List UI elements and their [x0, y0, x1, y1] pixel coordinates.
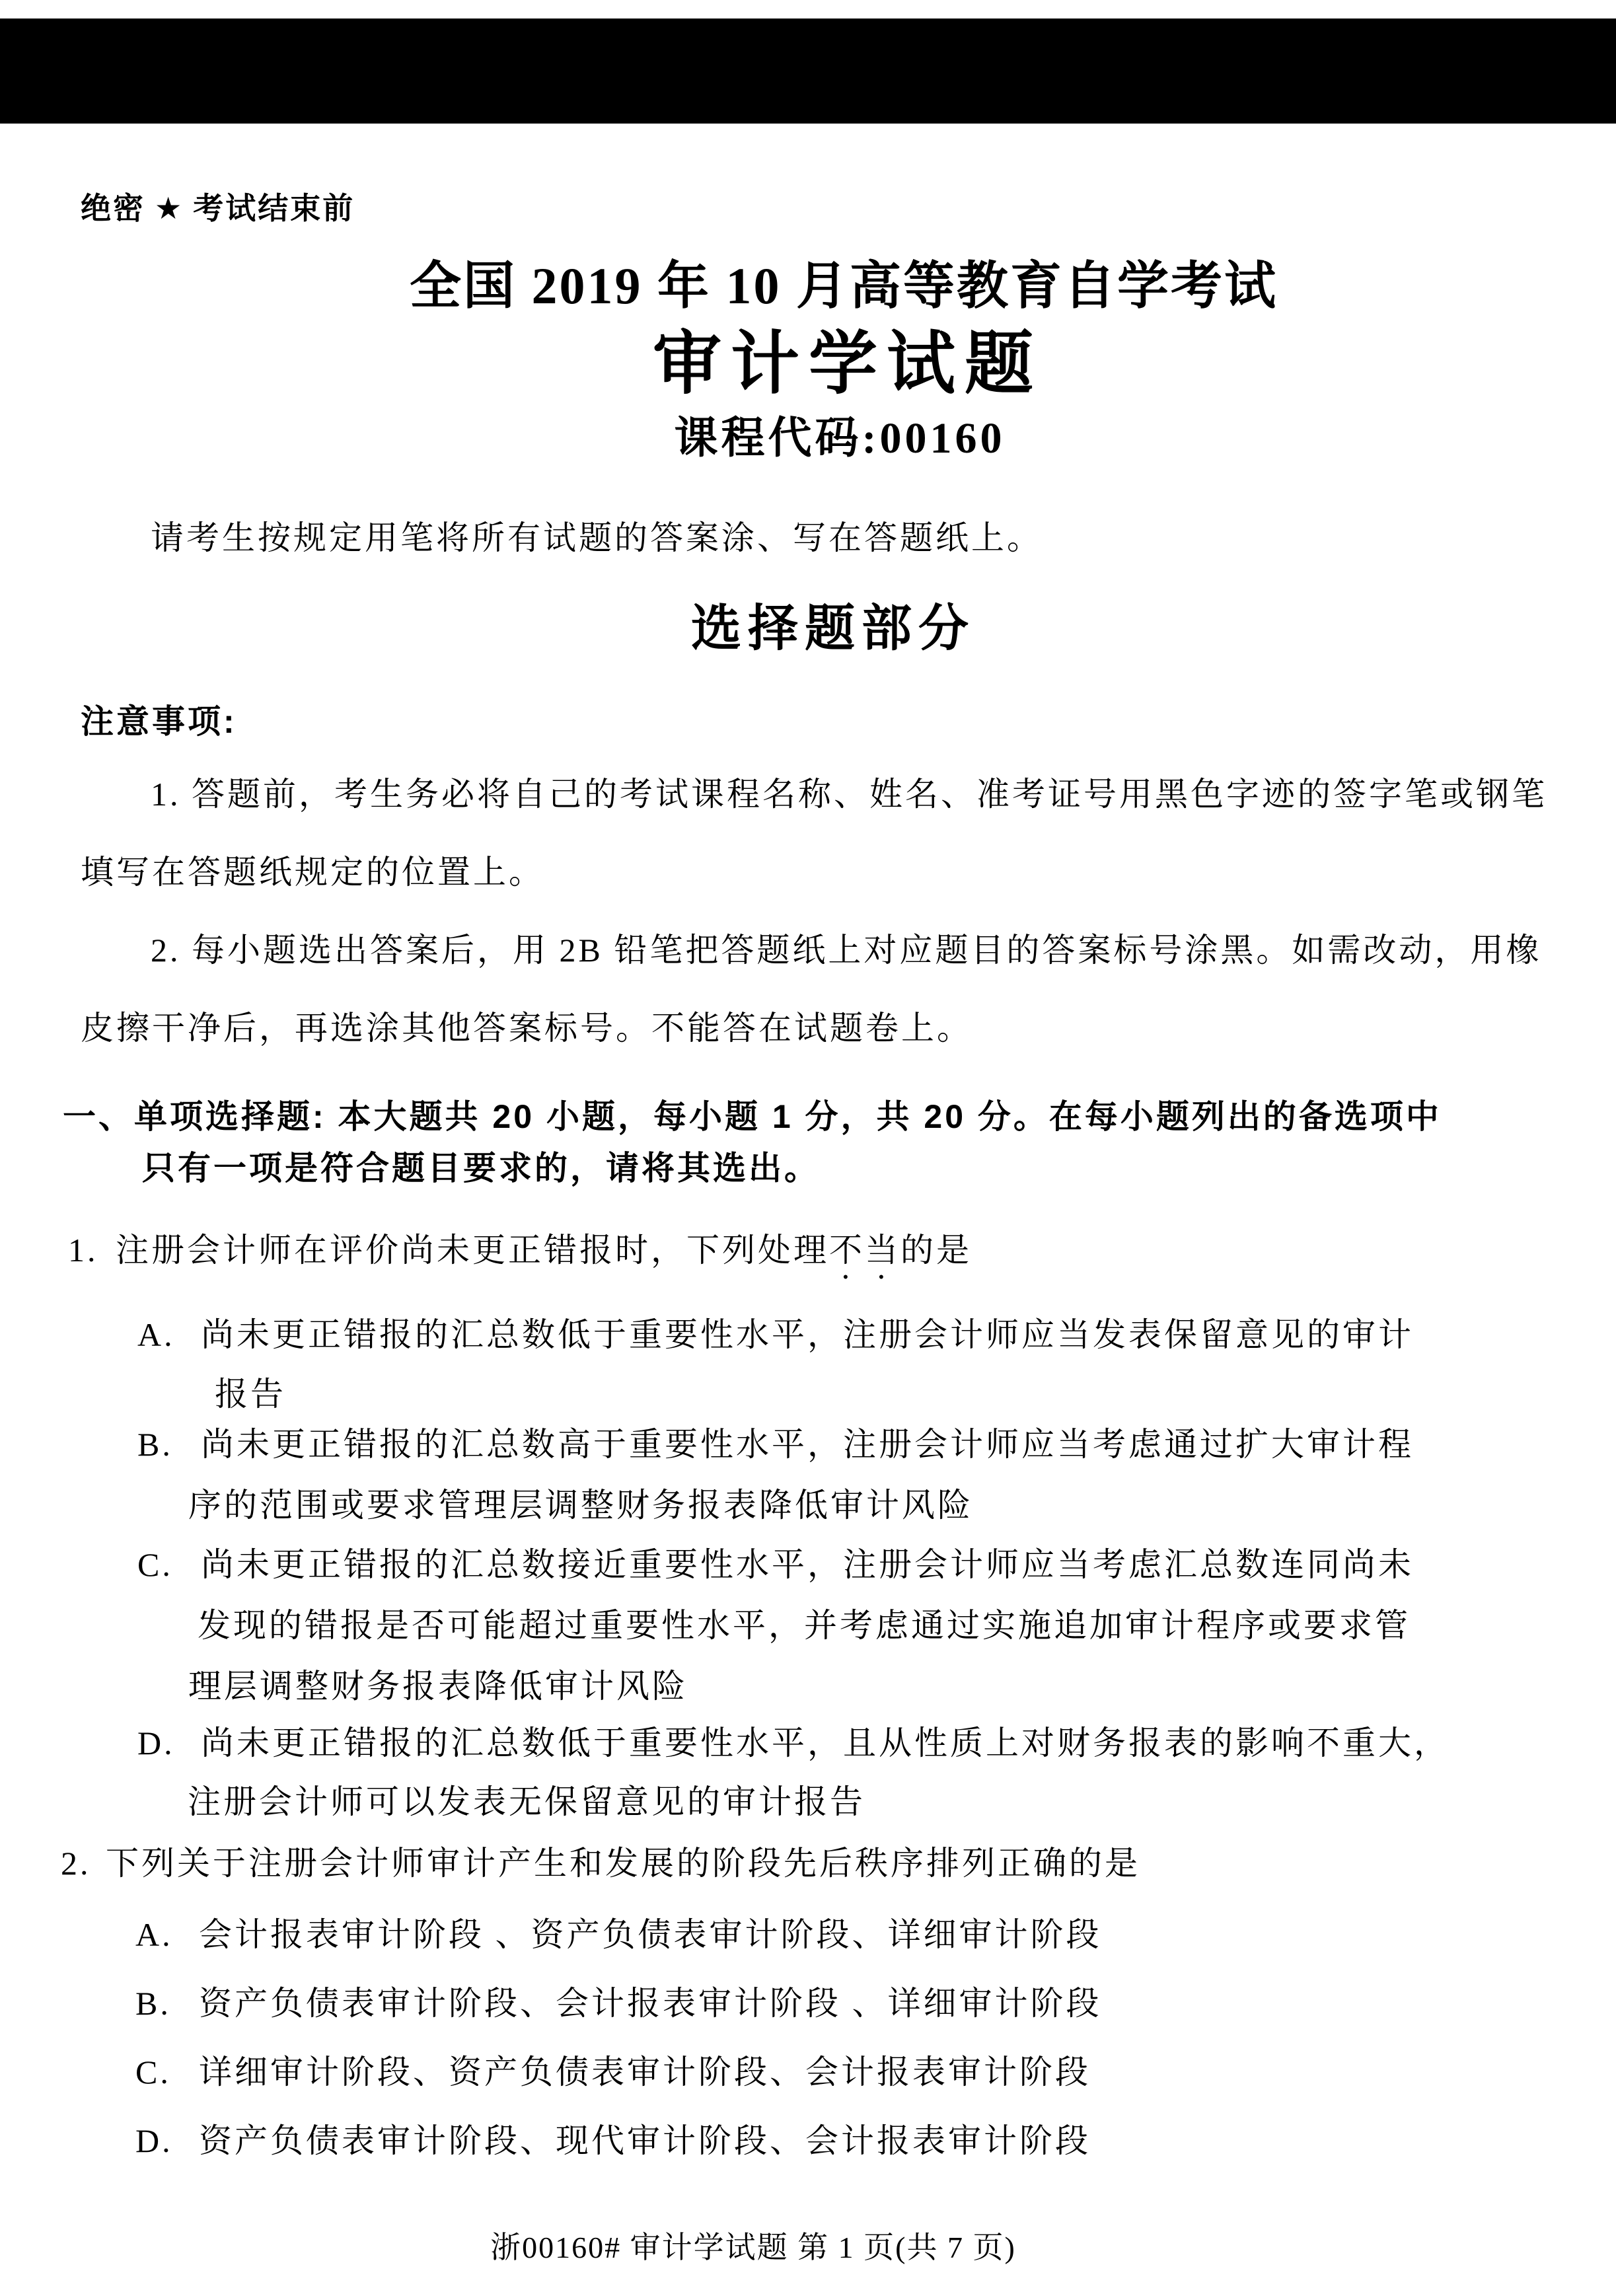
q1-option-d-row	[137, 1723, 1450, 1763]
note-2-line-1: 2. 每小题选出答案后，用 2B 铅笔把答题纸上对应题目的答案标号涂黑。如需改动，用橡	[151, 932, 1542, 969]
q2-option-c-row	[135, 2052, 1091, 2092]
q1-option-a-label: A.	[137, 1316, 175, 1353]
q1-option-d-line-1: 尚未更正错报的汇总数低于重要性水平，且从性质上对财务报表的影响不重大，	[201, 1724, 1450, 1761]
question-2-number: 2.	[61, 1845, 91, 1882]
mc-section-heading-line-2: 只有一项是符合题目要求的，请将其选出。	[142, 1150, 820, 1187]
note-1-line-1: 1. 答题前，考生务必将自己的考试课程名称、姓名、准考证号用黑色字迹的签字笔或钢笔	[151, 776, 1547, 813]
note-1-line-2: 填写在答题纸规定的位置上。	[81, 854, 544, 891]
question-1-stem-suffix: 的是	[900, 1232, 972, 1269]
top-black-bar	[0, 19, 1616, 124]
classification-line	[81, 190, 355, 227]
star-icon: ★	[155, 191, 184, 225]
page-footer: 浙00160# 审计学试题 第 1 页(共 7 页)	[490, 2231, 1016, 2264]
q1-option-d-line-2: 注册会计师可以发表无保留意见的审计报告	[188, 1783, 865, 1820]
exam-session-title: 全国 2019 年 10 月高等教育自学考试	[409, 257, 1278, 315]
q1-option-b-line-1: 尚未更正错报的汇总数高于重要性水平，注册会计师应当考虑通过扩大审计程	[201, 1426, 1414, 1463]
q1-option-c-line-2: 发现的错报是否可能超过重要性水平，并考虑通过实施追加审计程序或要求管	[198, 1607, 1411, 1644]
q1-option-d-label: D.	[137, 1724, 175, 1761]
question-2-stem	[61, 1843, 1140, 1883]
q2-option-b-row	[135, 1983, 1102, 2023]
question-1-stem-text: 注册会计师在评价尚未更正错报时，下列处理	[116, 1232, 829, 1269]
q1-option-c-line-1: 尚未更正错报的汇总数接近重要性水平，注册会计师应当考虑汇总数连同尚未	[201, 1546, 1414, 1583]
notes-title: 注意事项:	[81, 703, 237, 740]
course-code: 课程代码:00160	[674, 414, 1006, 463]
q1-option-a-line-1: 尚未更正错报的汇总数低于重要性水平，注册会计师应当发表保留意见的审计	[201, 1316, 1414, 1353]
q1-option-a-row	[137, 1315, 1414, 1354]
q2-option-a-row	[135, 1915, 1102, 1954]
q1-option-a-line-2: 报告	[215, 1376, 286, 1413]
note-2-line-2: 皮擦干净后，再选涂其他答案标号。不能答在试题卷上。	[81, 1010, 973, 1047]
instruction-line: 请考生按规定用笔将所有试题的答案涂、写在答题纸上。	[151, 519, 1043, 556]
q2-option-a-text: 会计报表审计阶段 、资产负债表审计阶段、详细审计阶段	[199, 1916, 1102, 1953]
q1-option-b-row	[137, 1425, 1414, 1464]
paper-title: 审计学试题	[652, 326, 1043, 402]
q2-option-d-text: 资产负债表审计阶段、现代审计阶段、会计报表审计阶段	[199, 2122, 1091, 2159]
q1-option-b-line-2: 序的范围或要求管理层调整财务报表降低审计风险	[188, 1487, 973, 1524]
q1-option-c-line-3: 理层调整财务报表降低审计风险	[188, 1668, 688, 1705]
question-1-stem	[68, 1230, 972, 1286]
part-heading: 选择题部分	[691, 601, 975, 657]
question-1-stem-emphasis: 不当	[829, 1232, 900, 1269]
question-1-number: 1.	[68, 1232, 98, 1269]
q2-option-d-row	[135, 2121, 1091, 2161]
q2-option-c-label: C.	[135, 2054, 171, 2091]
mc-section-heading-line-1: 一、单项选择题: 本大题共 20 小题，每小题 1 分，共 20 分。在每小题列出的备选项中	[63, 1098, 1442, 1135]
q1-option-c-label: C.	[137, 1546, 173, 1583]
q2-option-a-label: A.	[135, 1916, 173, 1953]
q2-option-d-label: D.	[135, 2122, 173, 2159]
q2-option-b-label: B.	[135, 1985, 171, 2022]
q2-option-b-text: 资产负债表审计阶段、会计报表审计阶段 、详细审计阶段	[199, 1985, 1102, 2022]
q1-option-c-row	[137, 1545, 1414, 1584]
q2-option-c-text: 详细审计阶段、资产负债表审计阶段、会计报表审计阶段	[199, 2054, 1091, 2091]
q1-option-b-label: B.	[137, 1426, 173, 1463]
classification-label: 绝密	[81, 191, 145, 225]
question-2-stem-text: 下列关于注册会计师审计产生和发展的阶段先后秩序排列正确的是	[106, 1845, 1140, 1882]
classification-phase: 考试结束前	[193, 191, 355, 225]
